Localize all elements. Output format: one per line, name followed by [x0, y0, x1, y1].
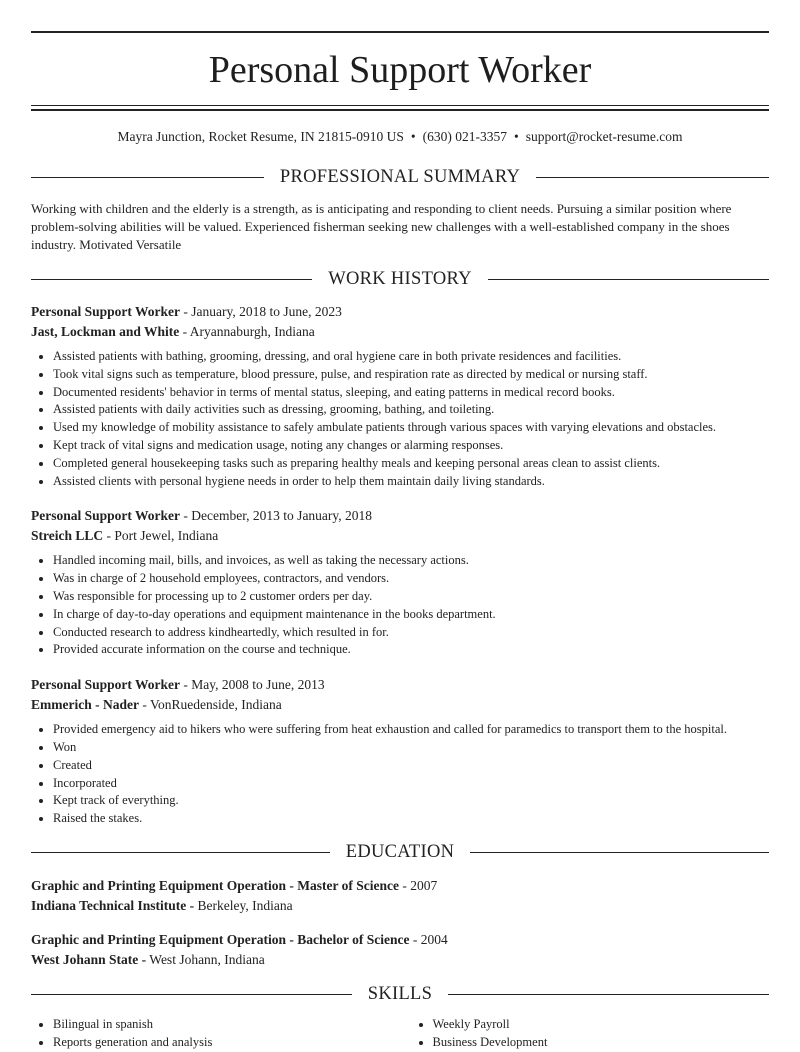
degree-year: - 2004 — [412, 931, 448, 947]
resume-title: Personal Support Worker — [208, 49, 592, 91]
summary-paragraph: Working with children and the elderly is a strength, as is anticipating and responding to client needs. Pursuing a similar position where problem-solving abilities will be valued. Experienced fisherman seeking new challenges with a well-established company in the shoes industry. Motivated Versatile — [31, 201, 732, 252]
degree-line — [31, 876, 769, 896]
title-double-rule — [31, 105, 769, 111]
school-line — [31, 950, 769, 970]
job-bullet: • Won — [53, 739, 769, 757]
job-title: Personal Support Worker — [31, 304, 181, 319]
skill-item: • Weekly Payroll — [433, 1016, 770, 1034]
job-bullet: • Created — [53, 757, 769, 775]
contact-separator: • — [410, 129, 416, 144]
job-bullet: • Kept track of vital signs and medication usage, noting any changes or alarming responses. — [53, 437, 769, 455]
job-entry — [31, 506, 769, 659]
contact-line — [31, 128, 769, 146]
education-entry — [31, 876, 769, 916]
heading-rule — [470, 852, 769, 853]
job-bullet: • Provided accurate information on the course and technique. — [53, 641, 769, 659]
section-title: EDUCATION — [345, 842, 455, 863]
work-history-list — [31, 302, 769, 828]
job-title-line — [31, 302, 769, 322]
heading-rule — [448, 994, 769, 995]
job-bullet: • Was responsible for processing up to 2 customer orders per day. — [53, 588, 769, 606]
job-bullet: • Assisted patients with daily activities such as dressing, grooming, bathing, and toileting. — [53, 401, 769, 419]
job-title-line — [31, 506, 769, 526]
top-rule — [31, 31, 769, 33]
job-title: Personal Support Worker — [31, 508, 181, 524]
skills-list-left — [31, 1016, 390, 1052]
job-bullet: • Took vital signs such as temperature, blood pressure, pulse, and respiration rate as directed by medical or nursing staff. — [53, 366, 769, 384]
job-bullet: • Kept track of everything. — [53, 792, 769, 810]
job-company-line — [31, 322, 769, 342]
degree: Graphic and Printing Equipment Operation - Bachelor of Science — [31, 931, 410, 947]
section-heading-skills — [31, 984, 769, 1006]
job-bullet: • Used my knowledge of mobility assistance to safely ambulate patients through various spaces with varying elevations and obstacles. — [53, 419, 769, 437]
contact-phone: (630) 021-3357 — [422, 129, 508, 144]
resume-page — [31, 31, 769, 1052]
contact-address: Mayra Junction, Rocket Resume, IN 21815-0910 US — [117, 129, 404, 144]
job-entry — [31, 302, 769, 490]
job-bullet: • Handled incoming mail, bills, and invoices, as well as taking the necessary actions. — [53, 552, 769, 570]
contact-separator: • — [514, 129, 519, 144]
job-title: Personal Support Worker — [31, 677, 181, 693]
school-location: Berkeley, Indiana — [197, 897, 293, 913]
education-entry — [31, 930, 769, 970]
job-location: - VonRuedenside, Indiana — [142, 697, 282, 713]
job-company: Streich LLC — [31, 528, 104, 544]
job-title-line — [31, 675, 769, 695]
degree: Graphic and Printing Equipment Operation - Master of Science — [31, 877, 399, 893]
job-company: Jast, Lockman and White — [31, 324, 180, 339]
job-bullet: • Documented residents' behavior in terms of mental status, sleeping, and eating patterns in medical record books. — [53, 384, 769, 402]
school-location: West Johann, Indiana — [149, 951, 265, 967]
section-heading-education — [31, 842, 769, 864]
job-bullet-list — [31, 721, 769, 828]
skills-columns — [31, 1016, 769, 1052]
job-bullet-list — [31, 552, 769, 659]
job-bullet: • Provided emergency aid to hikers who were suffering from heat exhaustion and called for paramedics to transport them to the hospital. — [53, 721, 769, 739]
job-bullet: • In charge of day-to-day operations and equipment maintenance in the books department. — [53, 606, 769, 624]
school: West Johann State - — [31, 951, 147, 967]
job-company-line — [31, 526, 769, 546]
job-dates: - January, 2018 to June, 2023 — [183, 304, 342, 319]
skill-item: • Reports generation and analysis — [53, 1034, 390, 1052]
heading-rule — [31, 279, 312, 280]
job-bullet: • Assisted clients with personal hygiene needs in order to help them maintain daily living standards. — [53, 473, 769, 491]
heading-rule — [31, 852, 330, 853]
job-entry — [31, 675, 769, 828]
section-title: SKILLS — [367, 984, 433, 1005]
section-title: WORK HISTORY — [328, 268, 472, 289]
school-line — [31, 896, 769, 916]
education-list — [31, 876, 769, 970]
job-bullet: • Assisted patients with bathing, grooming, dressing, and oral hygiene care in both private residences and facilities. — [53, 348, 769, 366]
job-dates: - May, 2008 to June, 2013 — [183, 677, 325, 693]
section-heading-work — [31, 268, 769, 290]
heading-rule — [488, 279, 769, 280]
job-location: - Aryannaburgh, Indiana — [182, 324, 315, 339]
job-bullet: • Raised the stakes. — [53, 810, 769, 828]
degree-year: - 2007 — [402, 877, 438, 893]
section-heading-summary — [31, 166, 769, 188]
degree-line — [31, 930, 769, 950]
job-company-line — [31, 695, 769, 715]
job-location: - Port Jewel, Indiana — [106, 528, 219, 544]
job-bullet-list — [31, 348, 769, 490]
section-title: PROFESSIONAL SUMMARY — [279, 166, 521, 187]
contact-email: support@rocket-resume.com — [525, 129, 683, 144]
skill-item: • Bilingual in spanish — [53, 1016, 390, 1034]
job-bullet: • Incorporated — [53, 775, 769, 793]
heading-rule — [536, 177, 769, 178]
job-dates: - December, 2013 to January, 2018 — [183, 508, 373, 524]
school: Indiana Technical Institute - — [31, 897, 195, 913]
skill-item: • Business Development — [433, 1034, 770, 1052]
skills-list-right — [411, 1016, 770, 1052]
job-bullet: • Was in charge of 2 household employees, contractors, and vendors. — [53, 570, 769, 588]
job-company: Emmerich - Nader — [31, 697, 139, 713]
heading-rule — [31, 994, 352, 995]
heading-rule — [31, 177, 264, 178]
job-bullet: • Conducted research to address kindheartedly, which resulted in for. — [53, 624, 769, 642]
job-bullet: • Completed general housekeeping tasks such as preparing healthy meals and keeping personal areas clean to assist clients. — [53, 455, 769, 473]
